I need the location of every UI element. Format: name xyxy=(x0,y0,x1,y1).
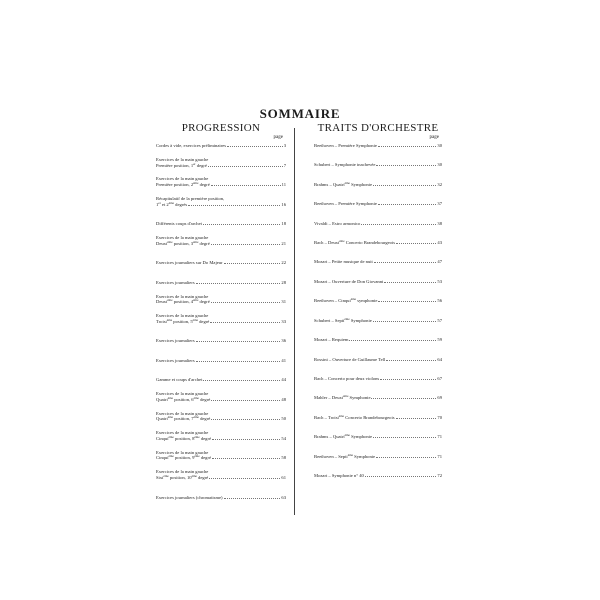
toc-page-number: 47 xyxy=(437,259,442,265)
dot-leader xyxy=(188,202,280,206)
traits-column xyxy=(314,122,442,478)
toc-entry-title: Exercices journaliers xyxy=(156,338,195,344)
toc-entry-title: Schubert – Septi$^{ème}$ Symphonie xyxy=(314,316,372,323)
toc-entry-line: Exercices de la main gauche xyxy=(156,391,209,397)
dot-leader xyxy=(386,357,436,361)
toc-entry xyxy=(156,235,286,246)
toc-entry-line: Exercices de la main gauche xyxy=(156,469,209,475)
toc-entry xyxy=(314,454,442,460)
traits-page-label: page xyxy=(429,135,439,140)
dot-leader xyxy=(211,397,280,401)
toc-entry xyxy=(156,430,286,441)
dot-leader xyxy=(376,162,436,166)
dot-leader xyxy=(361,221,436,225)
toc-entry xyxy=(314,240,442,246)
toc-entry-title: Beethoven – Cinqui$^{ème}$ symphonie xyxy=(314,297,378,304)
toc-entry-title: Première position, 2ème degré xyxy=(156,181,210,188)
toc-page-number: 61 xyxy=(281,475,286,480)
dot-leader xyxy=(349,337,436,341)
dot-leader xyxy=(371,395,436,399)
toc-entry xyxy=(156,313,286,324)
toc-page-number: 3 xyxy=(283,143,286,148)
toc-entry-title: Exercices journaliers sur Do Majeur xyxy=(156,260,223,266)
toc-entry xyxy=(156,391,286,402)
toc-page-number: 54 xyxy=(281,435,286,441)
dot-leader xyxy=(196,338,281,342)
toc-entry-title: Bach – Troisi$^{ème}$ Concerto Brandebourgeois xyxy=(314,413,395,420)
dot-leader xyxy=(224,495,281,499)
toc-entry-line: Exercices de la main gauche xyxy=(156,156,209,162)
dot-leader xyxy=(224,260,281,264)
toc-entry xyxy=(156,411,286,422)
toc-entry xyxy=(156,260,286,266)
toc-page-number: 71 xyxy=(437,434,442,440)
dot-leader xyxy=(203,377,280,381)
toc-entry-title: Mozart – Requiem xyxy=(314,337,349,343)
toc-entry-line: Exercices de la main gauche xyxy=(156,430,209,436)
dot-leader xyxy=(211,241,281,245)
dot-leader xyxy=(396,240,436,244)
toc-entry xyxy=(156,280,286,286)
dot-leader xyxy=(196,358,281,362)
toc-entry xyxy=(314,182,442,188)
dot-leader xyxy=(365,473,437,477)
toc-page-number: 64 xyxy=(437,356,442,362)
toc-entry-title: Bach – Deuxi$^{ème}$ Concerto Brandebourgeois xyxy=(314,239,396,246)
toc-page-number: 16 xyxy=(281,201,286,207)
toc-entry-title: Première position, 1er degré xyxy=(156,161,207,168)
dot-leader xyxy=(378,298,436,302)
toc-entry xyxy=(156,450,286,461)
toc-entry xyxy=(156,358,286,364)
toc-page-number: 43 xyxy=(437,240,442,246)
column-divider xyxy=(294,128,295,515)
toc-entry-title: 1er et 2ème degrés xyxy=(156,200,188,207)
toc-entry-title: Rossini – Ouverture de Guillaume Tell xyxy=(314,356,386,362)
toc-entry xyxy=(156,143,286,149)
toc-page-number: 7 xyxy=(283,162,286,168)
traits-heading: TRAITS D'ORCHESTRE xyxy=(317,122,439,134)
toc-page-number: 70 xyxy=(437,414,442,420)
toc-entry xyxy=(156,495,286,501)
toc-page-number: 30 xyxy=(437,143,442,148)
page-title: SOMMAIRE xyxy=(259,106,341,121)
toc-page-number: 38 xyxy=(437,220,442,226)
toc-entry-title: Vivaldi – Estro armonico xyxy=(314,220,361,226)
toc-entry-line: Exercices de la main gauche xyxy=(156,293,209,299)
toc-entry-line: Exercices de la main gauche xyxy=(156,449,209,455)
dot-leader xyxy=(227,143,283,147)
toc-page-number: 53 xyxy=(437,278,442,284)
toc-page-number: 50 xyxy=(281,416,286,422)
toc-page-number: 11 xyxy=(281,182,286,188)
toc-entry-title: Beethoven – Première Symphonie xyxy=(314,143,377,148)
toc-entry xyxy=(156,196,286,207)
toc-entry xyxy=(156,221,286,227)
toc-page-number: 57 xyxy=(437,317,442,323)
dot-leader xyxy=(203,221,281,225)
toc-page-number: 33 xyxy=(281,318,286,324)
toc-page-number: 67 xyxy=(437,375,442,381)
toc-page-number: 31 xyxy=(281,299,286,305)
toc-entry-title: Bach – Concerto pour deux violons xyxy=(314,375,380,381)
toc-page-number: 58 xyxy=(281,455,286,461)
progression-column xyxy=(156,122,286,500)
toc-entry-title: Cordes à vide, exercices préliminaires xyxy=(156,143,227,148)
toc-page-number: 63 xyxy=(281,494,286,500)
toc-entry-title: Cinqui$^{ème}$ position, 9ème degré xyxy=(156,454,212,461)
dot-leader xyxy=(396,415,437,419)
toc-entry-title: Mozart – Ouverture de Don Giovanni xyxy=(314,278,384,284)
toc-entry-title: Sixi$^{ème}$ position, 10ème degré xyxy=(156,474,209,480)
dot-leader xyxy=(211,299,281,303)
toc-entry xyxy=(314,318,442,324)
toc-entry xyxy=(314,162,442,168)
toc-entry xyxy=(314,259,442,265)
dot-leader xyxy=(378,143,437,147)
toc-entry xyxy=(156,176,286,187)
dot-leader xyxy=(373,182,436,186)
toc-entry-title: Mozart – Petite musique de nuit xyxy=(314,259,373,265)
toc-page-number: 56 xyxy=(437,298,442,304)
toc-entry-title: Quatri$^{ème}$ position, 7ème degré xyxy=(156,415,211,422)
toc-entry-title: Schubert – Symphonie inachevée xyxy=(314,162,376,168)
dot-leader xyxy=(374,259,437,263)
toc-page-number: 30 xyxy=(437,162,442,168)
toc-page-number: 18 xyxy=(281,221,286,227)
toc-entry-title: Cinqui$^{ème}$ position, 8ème degré xyxy=(156,435,212,441)
dot-leader xyxy=(211,416,280,420)
dot-leader xyxy=(212,455,280,459)
toc-page-number: 44 xyxy=(281,377,286,383)
dot-leader xyxy=(384,279,436,283)
toc-entry xyxy=(156,157,286,168)
dot-leader xyxy=(376,454,436,458)
toc-page-number: 41 xyxy=(281,357,286,363)
dot-leader xyxy=(196,280,281,284)
toc-entry-title: Exercices journaliers xyxy=(156,357,195,363)
dot-leader xyxy=(211,182,281,186)
toc-page-number: 72 xyxy=(437,472,442,478)
dot-leader xyxy=(209,475,280,479)
toc-entry-title: Mahler – Deuxi$^{ème}$ Symphonie xyxy=(314,394,371,401)
progression-page-label: page xyxy=(273,135,283,140)
toc-entry-title: Exercices journaliers xyxy=(156,279,195,285)
toc-entry-title: Deuxi$^{ème}$ position, 4ème degré xyxy=(156,298,210,305)
toc-page-number: 28 xyxy=(281,279,286,285)
toc-entry-title: Exercices journaliers (chromatisme) xyxy=(156,494,223,500)
toc-entry-title: Mozart – Symphonie n° 40 xyxy=(314,472,364,478)
toc-entry xyxy=(314,143,442,149)
toc-entry-title: Brahms – Quatri$^{ème}$ Symphonie xyxy=(314,181,373,187)
toc-entry xyxy=(314,279,442,285)
toc-page-number: 32 xyxy=(437,181,442,187)
toc-entry-title: Beethoven – Première Symphonie xyxy=(314,201,377,207)
toc-entry-line: Récapitulatif de la première position, xyxy=(156,195,225,201)
toc-entry xyxy=(314,357,442,363)
toc-entry-title: Différents coups d'archet xyxy=(156,221,202,227)
dot-leader xyxy=(380,376,436,380)
toc-entry-line: Exercices de la main gauche xyxy=(156,410,209,416)
toc-entry-line: Exercices de la main gauche xyxy=(156,235,209,241)
toc-entry-line: Exercices de la main gauche xyxy=(156,176,209,182)
toc-entry xyxy=(314,434,442,440)
toc-entry xyxy=(314,473,442,479)
toc-page-number: 22 xyxy=(281,260,286,266)
toc-entry xyxy=(156,294,286,305)
toc-entry xyxy=(314,395,442,401)
toc-entry xyxy=(314,298,442,304)
toc-page-number: 48 xyxy=(281,396,286,402)
toc-entry xyxy=(314,376,442,382)
toc-entry-title: Brahms – Quatri$^{ème}$ Symphonie xyxy=(314,433,373,440)
toc-entry-title: Quatri$^{ème}$ position, 6ème degré xyxy=(156,396,211,402)
toc-page-number: 69 xyxy=(437,395,442,401)
toc-entry-line: Exercices de la main gauche xyxy=(156,313,209,319)
toc-entry-title: Deuxi$^{ème}$ position, 3ème degré xyxy=(156,239,210,246)
dot-leader xyxy=(373,318,437,322)
toc-entry xyxy=(314,221,442,227)
toc-entry xyxy=(156,377,286,383)
toc-page-number: 36 xyxy=(281,338,286,344)
toc-entry xyxy=(314,415,442,421)
toc-entry-title: Beethoven – Septi$^{ème}$ Symphonie xyxy=(314,452,376,459)
toc-page-number: 59 xyxy=(437,337,442,343)
toc-page-number: 37 xyxy=(437,201,442,207)
toc-entry xyxy=(314,337,442,343)
dot-leader xyxy=(373,434,436,438)
toc-entry xyxy=(156,469,286,480)
toc-entry xyxy=(314,201,442,207)
toc-entry xyxy=(156,338,286,344)
toc-entry-title: Troisi$^{ème}$ position, 5ème degré xyxy=(156,317,210,324)
toc-page-number: 21 xyxy=(281,240,286,246)
dot-leader xyxy=(208,163,283,167)
dot-leader xyxy=(210,319,280,323)
toc-page-number: 71 xyxy=(437,453,442,459)
dot-leader xyxy=(378,201,437,205)
dot-leader xyxy=(212,436,280,440)
toc-entry-title: Gamme et coups d'archet xyxy=(156,377,203,383)
progression-heading: PROGRESSION xyxy=(181,122,261,134)
